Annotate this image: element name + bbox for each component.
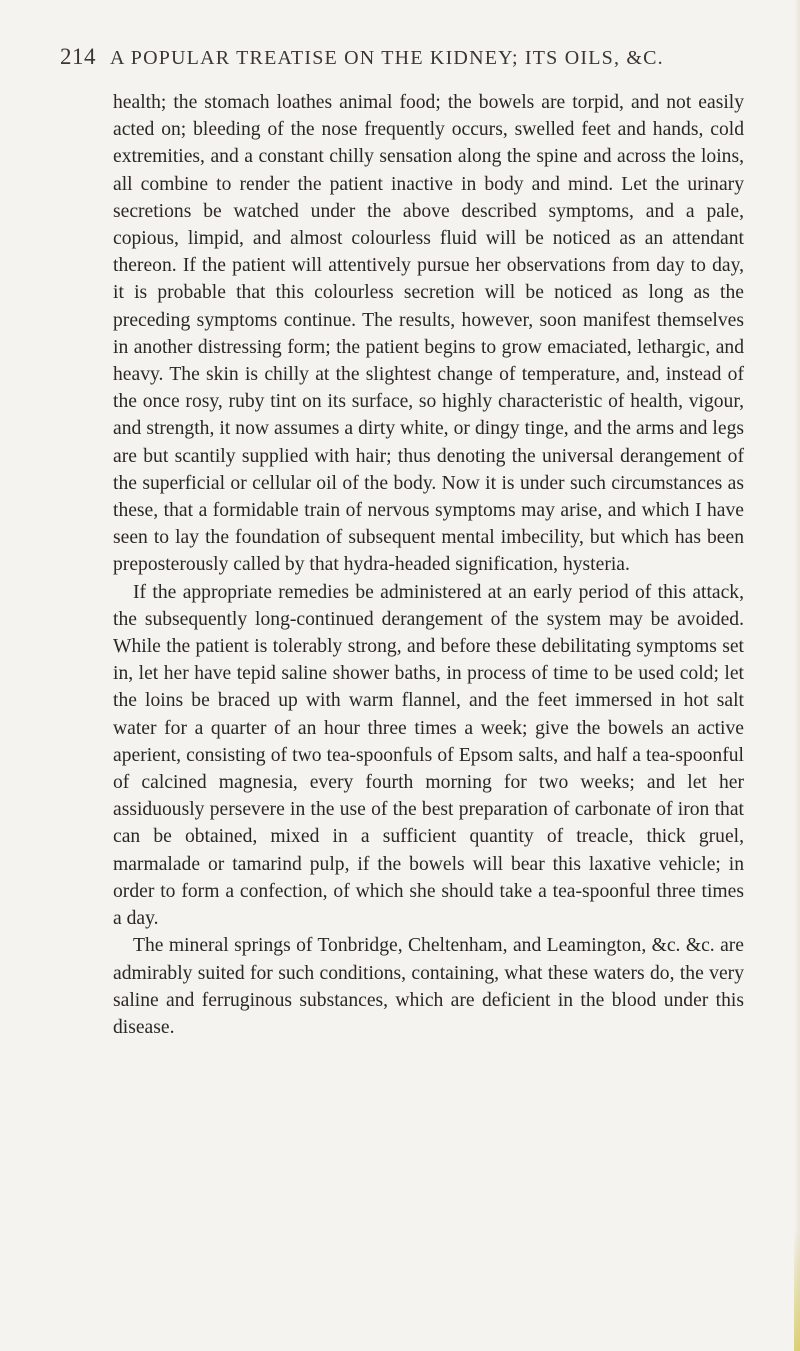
paragraph-3: The mineral springs of Tonbridge, Cheltenham, and Leamington, &c. &c. are admirably suited for such conditions, containing, what these waters do, the very saline and ferruginous substances, which are deficient in the blood under this disease.	[113, 935, 744, 1038]
paragraph-1: health; the stomach loathes animal food; the bowels are torpid, and not easily acted on; bleeding of the nose frequently occurs, swelled feet and hands, cold extremities, and a constant chilly sensation along the spine and across the loins, all combine to render the patient inactive in body and mind. Let the urinary secretions be watched under the above described symptoms, and a pale, copious, limpid, and almost colourless fluid will be noticed as an attendant thereon. If the patient will attentively pursue her observations from day to day, it is probable that this colourless secretion will be noticed as long as the preceding symptoms continue. The results, however, soon manifest themselves in another distressing form; the patient begins to grow emaciated, lethargic, and heavy. The skin is chilly at the slightest change of temperature, and, instead of the once rosy, ruby tint on its surface, so highly characteristic of health, vigour, and strength, it now assumes a dirty white, or dingy tinge, and the arms and legs are but scantily supplied with hair; thus denoting the universal derangement of the superficial or cellular oil of the body. Now it is under such circumstances as these, that a formidable train of nervous symptoms may arise, and which I have seen to lay the foundation of subsequent mental imbecility, but which has been preposterously called by that hydra-headed signification, hysteria.	[113, 92, 744, 576]
page-number: 214	[60, 44, 96, 69]
paragraph-2: If the appropriate remedies be administered at an early period of this attack, the subsequently long-continued derangement of the system may be avoided. While the patient is tolerably strong, and before these debilitating symptoms set in, let her have tepid saline shower baths, in process of time to be used cold; let the loins be braced up with warm flannel, and the feet immersed in hot salt water for a quarter of an hour three times a week; give the bowels an active aperient, consisting of two tea-spoonfuls of Epsom salts, and half a tea-spoonful of calcined magnesia, every fourth morning for two weeks; and let her assiduously persevere in the use of the best preparation of carbonate of iron that can be obtained, mixed in a sufficient quantity of treacle, thick gruel, marmalade or tamarind pulp, if the bowels will bear this laxative vehicle; in order to form a confection, of which she should take a tea-spoonful three times a day.	[113, 581, 744, 930]
page-edge-shadow	[794, 0, 800, 1351]
running-title: A POPULAR TREATISE ON THE KIDNEY; ITS OILS, &C.	[110, 47, 664, 69]
body-text	[113, 89, 744, 1041]
page-edge-stain	[794, 1230, 800, 1351]
running-head	[60, 44, 760, 70]
